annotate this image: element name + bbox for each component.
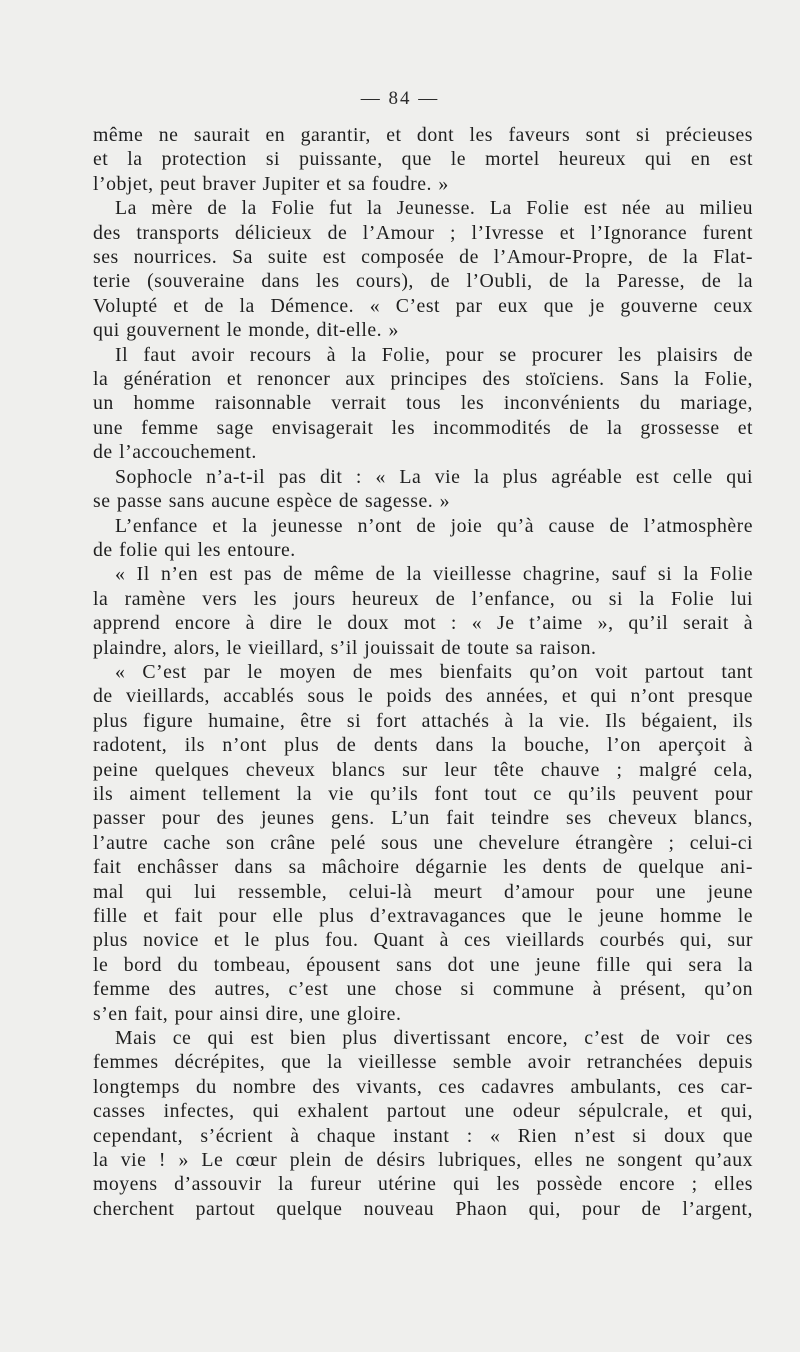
text-line: cependant, s’écrient à chaque instant : « Rien n’est si doux que — [93, 1124, 753, 1147]
text-line: La mère de la Folie fut la Jeunesse. La Folie est née au milieu — [115, 197, 753, 220]
text-line: L’enfance et la jeunesse n’ont de joie qu’à cause de l’atmosphère — [115, 514, 753, 537]
paragraph — [93, 123, 753, 196]
text-line: se passe sans aucune espèce de sagesse. » — [93, 490, 451, 513]
text-line: plaindre, alors, le vieillard, s’il jouissait de toute sa raison. — [93, 636, 597, 659]
text-line: « C’est par le moyen de mes bienfaits qu’on voit partout tant — [115, 660, 753, 683]
body-text — [93, 123, 753, 1221]
text-line: terie (souveraine dans les cours), de l’Oubli, de la Paresse, de la — [93, 270, 753, 293]
text-line: apprend encore à dire le doux mot : « Je t’aime », qu’il serait à — [93, 612, 753, 635]
text-line: plus novice et le plus fou. Quant à ces vieillards courbés qui, sur — [93, 929, 753, 952]
paragraph — [93, 562, 753, 660]
text-line: cherchent partout quelque nouveau Phaon qui, pour de l’argent, — [93, 1197, 753, 1220]
paragraph — [93, 465, 753, 514]
text-line: radotent, ils n’ont plus de dents dans la bouche, l’on aperçoit à — [93, 734, 753, 757]
text-line: moyens d’assouvir la fureur utérine qui les possède encore ; elles — [93, 1173, 753, 1196]
text-line: Volupté et de la Démence. « C’est par eux que je gouverne ceux — [93, 294, 753, 317]
text-line: fait enchâsser dans sa mâchoire dégarnie les dents de quelque ani- — [93, 856, 753, 879]
text-line: longtemps du nombre des vivants, ces cadavres ambulants, ces car- — [93, 1075, 753, 1098]
paragraph — [93, 343, 753, 465]
text-line: Il faut avoir recours à la Folie, pour se procurer les plaisirs de — [115, 343, 753, 366]
text-line: passer pour des jeunes gens. L’un fait teindre ses cheveux blancs, — [93, 807, 753, 830]
text-line: ses nourrices. Sa suite est composée de l’Amour-Propre, de la Flat- — [93, 246, 753, 269]
text-line: de folie qui les entoure. — [93, 538, 296, 561]
text-line: fille et fait pour elle plus d’extravagances que le jeune homme le — [93, 905, 753, 927]
paragraph — [93, 1026, 753, 1221]
text-line: Mais ce qui est bien plus divertissant encore, c’est de voir ces — [115, 1027, 753, 1050]
page-number: — 84 — — [360, 88, 440, 109]
text-line: même ne saurait en garantir, et dont les faveurs sont si précieuses — [93, 124, 753, 146]
text-line: de vieillards, accablés sous le poids des années, et qui n’ont presque — [93, 685, 753, 708]
text-line: femme des autres, c’est une chose si commune à présent, qu’on — [93, 978, 753, 1001]
text-line: de l’accouchement. — [93, 441, 257, 464]
text-line: mal qui lui ressemble, celui-là meurt d’amour pour une jeune — [93, 880, 753, 903]
text-line: l’autre cache son crâne pelé sous une chevelure étrangère ; celui-ci — [93, 831, 753, 854]
paragraph — [93, 514, 753, 563]
text-line: casses infectes, qui exhalent partout une odeur sépulcrale, et qui, — [93, 1100, 753, 1123]
text-line: le bord du tombeau, épousent sans dot une jeune fille qui sera la — [93, 953, 753, 976]
text-line: un homme raisonnable verrait tous les inconvénients du mariage, — [93, 392, 753, 415]
text-line: et la protection si puissante, que le mortel heureux qui en est — [93, 148, 753, 171]
text-line: « Il n’en est pas de même de la vieillesse chagrine, sauf si la Folie — [115, 563, 753, 586]
text-line: qui gouvernent le monde, dit-elle. » — [93, 319, 399, 342]
text-line: la ramène vers les jours heureux de l’enfance, ou si la Folie lui — [93, 587, 753, 610]
text-line: la vie ! » Le cœur plein de désirs lubriques, elles ne songent qu’aux — [93, 1149, 753, 1172]
text-line: s’en fait, pour ainsi dire, une gloire. — [93, 1002, 402, 1025]
text-line: des transports délicieux de l’Amour ; l’Ivresse et l’Ignorance furent — [93, 221, 753, 244]
text-line: une femme sage envisagerait les incommodités de la grossesse et — [93, 416, 753, 439]
text-line: femmes décrépites, que la vieillesse semble avoir retranchées depuis — [93, 1051, 753, 1074]
text-line: ils aiment tellement la vie qu’ils font tout ce qu’ils peuvent pour — [93, 782, 753, 805]
paragraph — [93, 196, 753, 342]
text-line: l’objet, peut braver Jupiter et sa foudre. » — [93, 172, 449, 195]
text-line: plus figure humaine, être si fort attachés à la vie. Ils bégaient, ils — [93, 709, 753, 732]
paragraph — [93, 660, 753, 1026]
text-line: la génération et renoncer aux principes des stoïciens. Sans la Folie, — [93, 368, 753, 391]
text-line: Sophocle n’a-t-il pas dit : « La vie la plus agréable est celle qui — [115, 465, 753, 488]
text-line: peine quelques cheveux blancs sur leur tête chauve ; malgré cela, — [93, 758, 753, 781]
